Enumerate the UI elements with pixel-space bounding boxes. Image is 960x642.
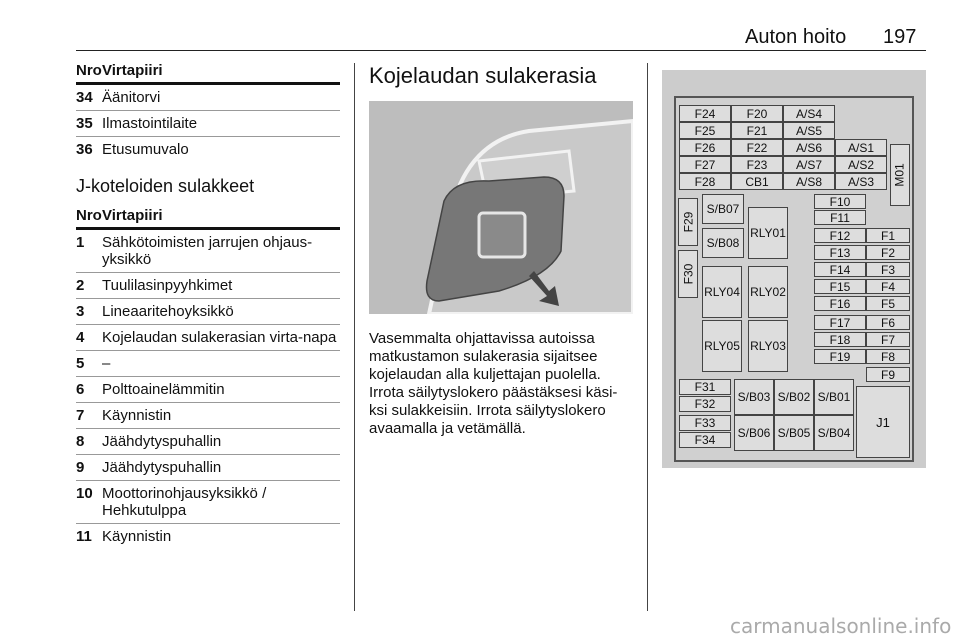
col-nro: Nro: [76, 61, 102, 79]
fuse: F1: [866, 228, 910, 243]
fuse: F34: [679, 432, 731, 448]
fuse: F12: [814, 228, 866, 243]
fuse: F19: [814, 349, 866, 364]
fuse: [678, 250, 698, 298]
table-row: [76, 429, 340, 455]
row-text: Kojelaudan sulakerasian virta-napa: [102, 329, 337, 346]
glovebox-illustration: [369, 101, 633, 314]
row-text: Jäähdytyspuhallin: [102, 459, 222, 476]
row-text: Käynnistin: [102, 528, 172, 545]
row-num: 10: [76, 485, 93, 502]
row-num: 36: [76, 141, 93, 158]
table-row: [76, 111, 340, 137]
fuse: F24: [679, 105, 731, 122]
section-heading: J-koteloiden sulakkeet: [76, 176, 255, 196]
fuse-label: F29: [681, 211, 695, 233]
row-text: Moottorinohjausyksikkö / Hehkutulppa: [102, 485, 267, 519]
col-virtapiiri: Virtapiiri: [102, 206, 163, 224]
row-text: Ilmastointilaite: [102, 115, 198, 132]
fuse: A/S6: [783, 139, 835, 156]
row-text: Tuulilasinpyyhkimet: [102, 277, 233, 294]
fuse: S/B01: [814, 379, 854, 415]
fuse: F33: [679, 415, 731, 431]
fuse: F9: [866, 367, 910, 382]
column-divider: [354, 63, 355, 611]
row-num: 35: [76, 115, 93, 132]
fuse: S/B03: [734, 379, 774, 415]
fuse: F31: [679, 379, 731, 395]
fuse: F27: [679, 156, 731, 173]
fuse-label: M01: [893, 163, 907, 187]
relay: RLY03: [748, 320, 788, 372]
fuse: F26: [679, 139, 731, 156]
row-text: Sähkötoimisten jarrujen ohjaus-yksikkö: [102, 234, 313, 268]
fuse: A/S7: [783, 156, 835, 173]
left-column: [76, 58, 340, 549]
fuse: F16: [814, 296, 866, 311]
row-num: 6: [76, 381, 85, 398]
fuse: F25: [679, 122, 731, 139]
row-num: 7: [76, 407, 85, 424]
dashboard-drawing: [369, 101, 633, 314]
table-header: [76, 58, 340, 85]
middle-column: [369, 63, 633, 438]
fuse: S/B02: [774, 379, 814, 415]
fuse: F18: [814, 332, 866, 347]
table-row: [76, 85, 340, 111]
table-row: [76, 137, 340, 162]
row-num: 5: [76, 355, 85, 372]
description-paragraph: Vasemmalta ohjattavissa autoissa matkustamon sulakerasia sijaitsee kojelaudan alla kuljettajan puolella. Irrota säilytyslokero päästäksesi käsi-ksi sulakkeisiin. Irrota säilytyslokero avaamalla ja vetämällä.: [369, 330, 618, 437]
fuse: A/S5: [783, 122, 835, 139]
header-rule: [76, 50, 926, 51]
fuse: A/S3: [835, 173, 887, 190]
row-text: Käynnistin: [102, 407, 172, 424]
row-num: 9: [76, 459, 85, 476]
row-num: 1: [76, 234, 85, 251]
page-number: 197: [883, 26, 917, 48]
fuse: F17: [814, 315, 866, 330]
table-header: [76, 203, 340, 230]
row-num: 8: [76, 433, 85, 450]
fuse-label: F30: [681, 263, 695, 285]
fuse-box-diagram: [662, 70, 926, 468]
fuse: F8: [866, 349, 910, 364]
fuse: F20: [731, 105, 783, 122]
fuse: F21: [731, 122, 783, 139]
watermark: carmanualsonline.info: [730, 614, 952, 638]
table-row: [76, 299, 340, 325]
row-text: –: [102, 355, 111, 372]
fuse: F3: [866, 262, 910, 277]
fuse: F28: [679, 173, 731, 190]
fuse: F32: [679, 396, 731, 412]
fuse: F23: [731, 156, 783, 173]
table-row: [76, 351, 340, 377]
col-virtapiiri: Virtapiiri: [102, 61, 163, 79]
col-nro: Nro: [76, 206, 102, 224]
relay: RLY01: [748, 207, 788, 259]
table-row: [76, 524, 340, 549]
column-divider: [647, 63, 648, 611]
table-row: [76, 455, 340, 481]
fuse: S/B07: [702, 194, 744, 224]
row-num: 3: [76, 303, 85, 320]
table-row: [76, 325, 340, 351]
fuse: F2: [866, 245, 910, 260]
row-text: Etusumuvalo: [102, 141, 189, 158]
fuse: [678, 198, 698, 246]
row-num: 4: [76, 329, 85, 346]
fuse: F14: [814, 262, 866, 277]
relay: RLY04: [702, 266, 742, 318]
fuse: S/B06: [734, 415, 774, 451]
fuse: F22: [731, 139, 783, 156]
relay: RLY05: [702, 320, 742, 372]
connector-j1: J1: [856, 386, 910, 458]
fuse: CB1: [731, 173, 783, 190]
fuse: A/S8: [783, 173, 835, 190]
row-text: Äänitorvi: [102, 89, 161, 106]
header-title: Auton hoito: [745, 26, 847, 48]
fuse: F11: [814, 210, 866, 225]
table-row: [76, 230, 340, 273]
fuse: F10: [814, 194, 866, 209]
fuse: F6: [866, 315, 910, 330]
fuse: F4: [866, 279, 910, 294]
section-heading: Kojelaudan sulakerasia: [369, 63, 597, 88]
table-row: [76, 403, 340, 429]
fuse: [890, 144, 910, 206]
fuse: A/S1: [835, 139, 887, 156]
row-text: Polttoainelämmitin: [102, 381, 225, 398]
relay: RLY02: [748, 266, 788, 318]
fuse: A/S4: [783, 105, 835, 122]
fuse: F15: [814, 279, 866, 294]
fuse: S/B04: [814, 415, 854, 451]
row-text: Lineaaritehoyksikkö: [102, 303, 234, 320]
fuse: F5: [866, 296, 910, 311]
row-num: 11: [76, 528, 92, 545]
fuse: S/B08: [702, 228, 744, 258]
fuse: F7: [866, 332, 910, 347]
fuse: F13: [814, 245, 866, 260]
table-row: [76, 273, 340, 299]
row-num: 34: [76, 89, 93, 106]
table-row: [76, 377, 340, 403]
fuse: S/B05: [774, 415, 814, 451]
table-row: [76, 481, 340, 524]
row-text: Jäähdytyspuhallin: [102, 433, 222, 450]
row-num: 2: [76, 277, 85, 294]
fuse: A/S2: [835, 156, 887, 173]
